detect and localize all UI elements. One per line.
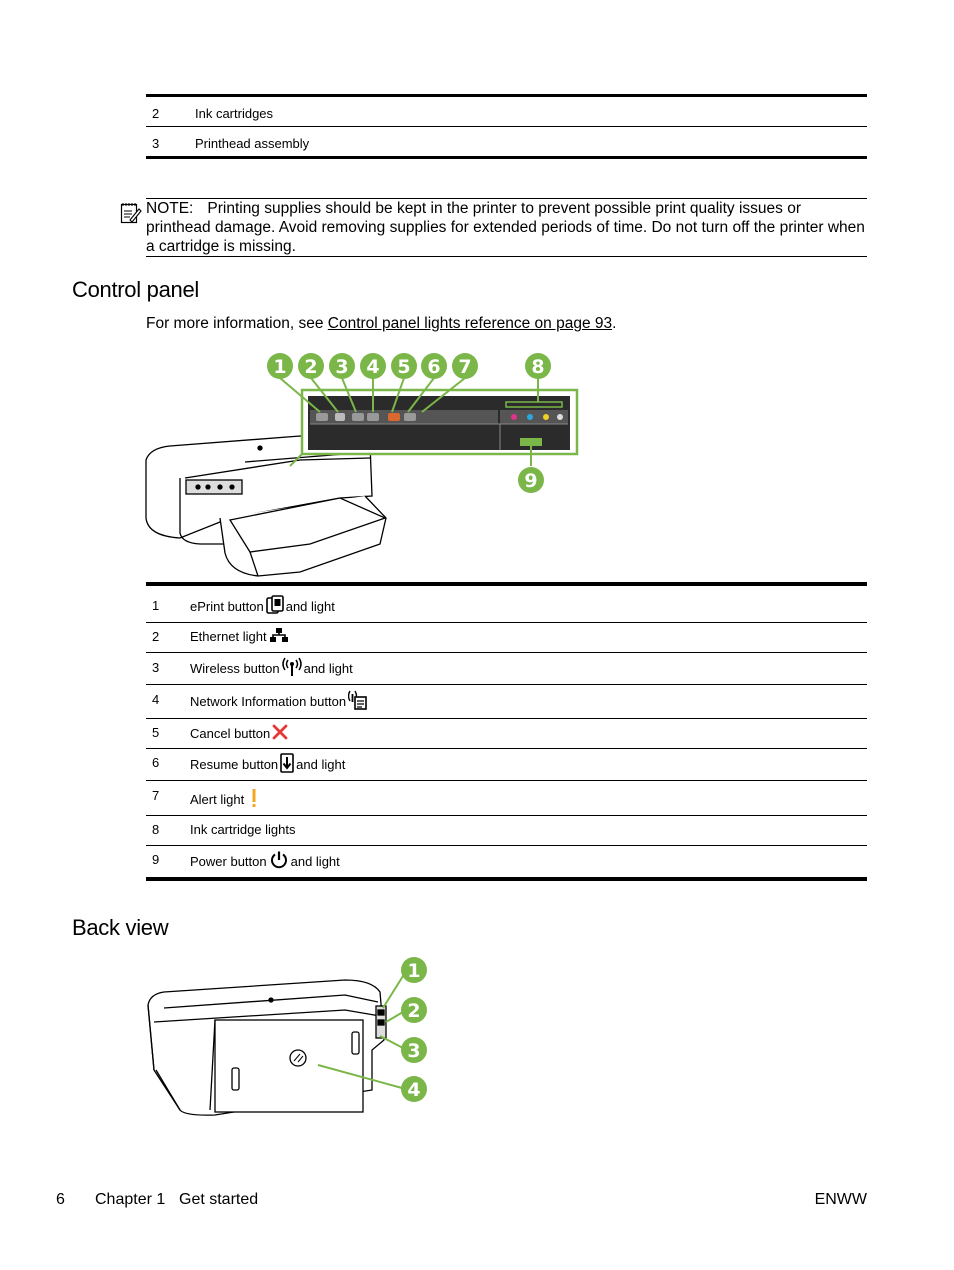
- note-text: [146, 199, 867, 256]
- row-text: Power button: [190, 854, 267, 869]
- callout-7: [452, 353, 478, 379]
- row-label: [190, 850, 340, 873]
- note-bottom-rule: [146, 256, 867, 257]
- callout-9: [518, 467, 544, 493]
- row-text: Cancel button: [190, 726, 271, 741]
- footer-page-number: 6: [56, 1191, 65, 1208]
- printer-back-drawing: [148, 980, 386, 1115]
- row-label: Ink cartridges: [195, 106, 274, 121]
- svg-text:7: 7: [458, 356, 472, 378]
- alert-exclamation-icon: [250, 788, 258, 811]
- intro-text: For more information, see: [146, 315, 328, 332]
- callout-2: [298, 353, 324, 379]
- eprint-icon: [266, 595, 284, 618]
- section-heading-back-view: Back view: [72, 915, 169, 940]
- svg-text:2: 2: [407, 1000, 421, 1022]
- footer-section: Get started: [179, 1191, 259, 1208]
- table-row: [146, 623, 867, 652]
- row-number: 5: [152, 725, 160, 740]
- control-panel-zoom: [290, 390, 577, 466]
- cancel-x-icon: [272, 724, 288, 743]
- control-panel-intro: [146, 315, 616, 333]
- table-row: [146, 685, 867, 718]
- table-row: [146, 653, 867, 684]
- callout-5: [391, 353, 417, 379]
- svg-text:4: 4: [366, 356, 380, 378]
- control-panel-table: [146, 582, 867, 881]
- table-row: [146, 719, 867, 748]
- table-row: [146, 586, 867, 622]
- svg-text:5: 5: [397, 356, 411, 378]
- row-suffix: and light: [285, 599, 335, 614]
- table-bottom-rule: [146, 877, 867, 881]
- row-text: Ethernet light: [190, 629, 267, 644]
- resume-icon: [280, 753, 294, 776]
- callout-4: [360, 353, 386, 379]
- back-callout-2: [401, 997, 427, 1023]
- row-text: Resume button: [190, 757, 279, 772]
- back-callout-4: [401, 1076, 427, 1102]
- svg-text:9: 9: [524, 470, 538, 492]
- back-view-illustration: [140, 950, 440, 1125]
- section-heading-control-panel: Control panel: [72, 277, 199, 302]
- row-label: [190, 657, 353, 680]
- row-number: 9: [152, 852, 160, 867]
- row-text: ePrint button: [190, 599, 264, 614]
- svg-text:4: 4: [407, 1079, 421, 1101]
- row-label: Printhead assembly: [195, 136, 310, 151]
- svg-text:8: 8: [531, 356, 545, 378]
- row-text: Wireless button: [190, 661, 280, 676]
- row-label: [190, 822, 296, 837]
- intro-period: .: [612, 315, 617, 332]
- row-suffix: and light: [290, 854, 340, 869]
- power-icon: [269, 850, 289, 873]
- parts-table: [146, 94, 867, 159]
- row-number: 8: [152, 822, 160, 837]
- table-row: [146, 97, 867, 126]
- row-number: 3: [152, 136, 160, 151]
- row-number: 2: [152, 629, 160, 644]
- row-number: 2: [152, 106, 160, 121]
- network-info-icon: [348, 690, 368, 713]
- note-body: Printing supplies should be kept in the printer to prevent possible print quality issues or printhead damage. Avoid removing supplies for extended periods of time. Do not turn off the printer when a cartridge is missing.: [146, 200, 865, 255]
- callout-1: [267, 353, 293, 379]
- row-label: [190, 724, 290, 743]
- row-text: Network Information button: [190, 694, 347, 709]
- wireless-icon: [282, 657, 302, 680]
- callout-8: [525, 353, 551, 379]
- row-number: 1: [152, 598, 160, 613]
- footer-enww: ENWW: [814, 1191, 867, 1208]
- ethernet-icon: [269, 627, 289, 646]
- row-text: Alert light: [190, 792, 245, 807]
- control-panel-illustration: [140, 348, 590, 580]
- callout-3: [329, 353, 355, 379]
- table-row: [146, 846, 867, 877]
- svg-text:1: 1: [407, 960, 421, 982]
- footer-chapter: Chapter 1: [95, 1191, 166, 1208]
- table-row: [146, 816, 867, 845]
- row-number: 3: [152, 660, 160, 675]
- control-panel-lights-link[interactable]: Control panel lights reference on page 93: [327, 315, 613, 332]
- row-text: Ink cartridge lights: [190, 822, 296, 837]
- row-number: 7: [152, 788, 160, 803]
- row-number: 6: [152, 755, 160, 770]
- note-label: NOTE:: [146, 200, 194, 217]
- row-label: [190, 595, 335, 618]
- back-callout-1: [401, 957, 427, 983]
- row-label: [190, 788, 260, 811]
- table-row: [146, 749, 867, 780]
- note-pencil-icon: [120, 201, 142, 230]
- row-suffix: and light: [303, 661, 353, 676]
- svg-text:1: 1: [273, 356, 287, 378]
- svg-text:2: 2: [304, 356, 318, 378]
- table-bottom-rule: [146, 156, 867, 159]
- svg-text:3: 3: [335, 356, 349, 378]
- row-number: 4: [152, 692, 160, 707]
- row-label: [190, 627, 291, 646]
- row-label: [190, 753, 345, 776]
- table-row: [146, 127, 867, 156]
- row-suffix: and light: [296, 757, 346, 772]
- callout-6: [421, 353, 447, 379]
- table-row: [146, 781, 867, 815]
- printer-drawing: [146, 436, 386, 576]
- svg-text:3: 3: [407, 1040, 421, 1062]
- row-label: [190, 690, 370, 713]
- svg-text:6: 6: [427, 356, 441, 378]
- back-callout-3: [401, 1037, 427, 1063]
